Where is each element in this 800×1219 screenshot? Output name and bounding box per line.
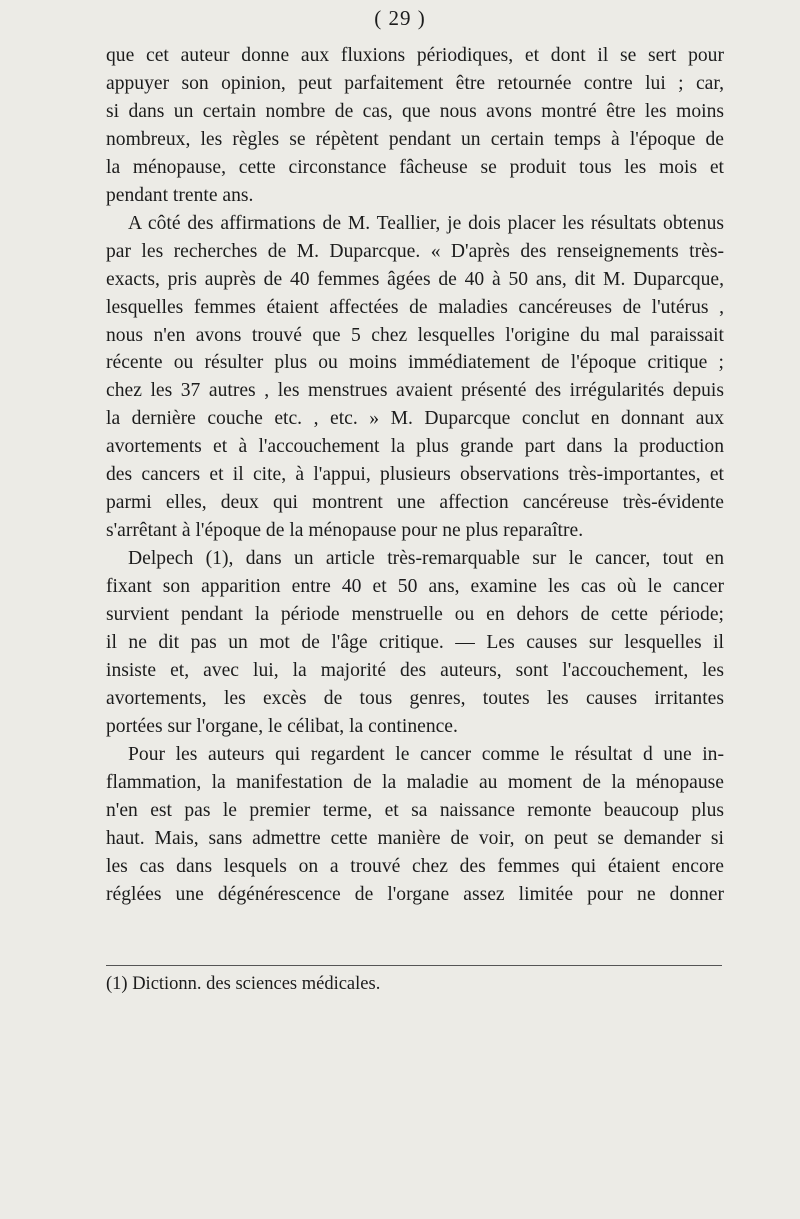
text-line: avortements et à l'accouchement la plus grande part dans la production [106,436,724,458]
footnote-rule [106,965,722,966]
text-line: portées sur l'organe, le célibat, la continence. [106,715,458,737]
text-line: réglées une dégénérescence de l'organe assez limitée pour ne donner [106,883,724,905]
text-line: A côté des affirmations de M. Teallier, je dois placer les résultats obtenus [128,212,724,234]
text-line: pendant trente ans. [106,184,254,206]
text-line: fixant son apparition entre 40 et 50 ans, examine les cas où le cancer [106,576,724,598]
text-line: la dernière couche etc. , etc. » M. Duparcque conclut en donnant aux [106,408,724,430]
body-text [106,42,724,909]
text-line: parmi elles, deux qui montrent une affection cancéreuse très-évidente [106,492,724,514]
text-line: avortements, les excès de tous genres, toutes les causes irritantes [106,687,724,709]
text-line: flammation, la manifestation de la maladie au moment de la ménopause [106,771,724,793]
text-line: appuyer son opinion, peut parfaitement être retournée contre lui ; car, [106,72,724,94]
footnote: (1) Dictionn. des sciences médicales. [106,974,381,994]
text-line: des cancers et il cite, à l'appui, plusieurs observations très-importantes, et [106,464,724,486]
page-number: ( 29 ) [374,6,426,30]
text-line: il ne dit pas un mot de l'âge critique. — Les causes sur lesquelles il [106,632,724,654]
text-line: nombreux, les règles se répètent pendant un certain temps à l'époque de [106,128,724,150]
text-line: que cet auteur donne aux fluxions périodiques, et dont il se sert pour [106,45,724,66]
text-line: survient pendant la période menstruelle ou en dehors de cette période; [106,604,724,626]
text-line: Pour les auteurs qui regardent le cancer comme le résultat d une in- [128,743,724,765]
text-line: s'arrêtant à l'époque de la ménopause pour ne plus reparaître. [106,520,584,542]
text-line: exacts, pris auprès de 40 femmes âgées de 40 à 50 ans, dit M. Duparcque, [106,268,724,290]
text-line: haut. Mais, sans admettre cette manière de voir, on peut se demander si [106,827,724,849]
text-line: chez les 37 autres , les menstrues avaient présenté des irrégularités depuis [106,380,724,402]
text-line: récente ou résulter plus ou moins immédiatement de l'époque critique ; [106,352,724,374]
text-line: les cas dans lesquels on a trouvé chez des femmes qui étaient encore [106,855,724,877]
text-line: n'en est pas le premier terme, et sa naissance remonte beaucoup plus [106,799,724,821]
text-line: par les recherches de M. Duparcque. « D'après des renseignements très- [106,240,724,262]
text-line: insiste et, avec lui, la majorité des auteurs, sont l'accouchement, les [106,659,724,681]
text-line: Delpech (1), dans un article très-remarquable sur le cancer, tout en [128,548,724,570]
text-line: lesquelles femmes étaient affectées de maladies cancéreuses de l'utérus , [106,296,724,318]
text-line: si dans un certain nombre de cas, que nous avons montré être les moins [106,100,724,122]
text-line: la ménopause, cette circonstance fâcheuse se produit tous les mois et [106,156,724,178]
text-line: nous n'en avons trouvé que 5 chez lesquelles l'origine du mal paraissait [106,324,724,346]
